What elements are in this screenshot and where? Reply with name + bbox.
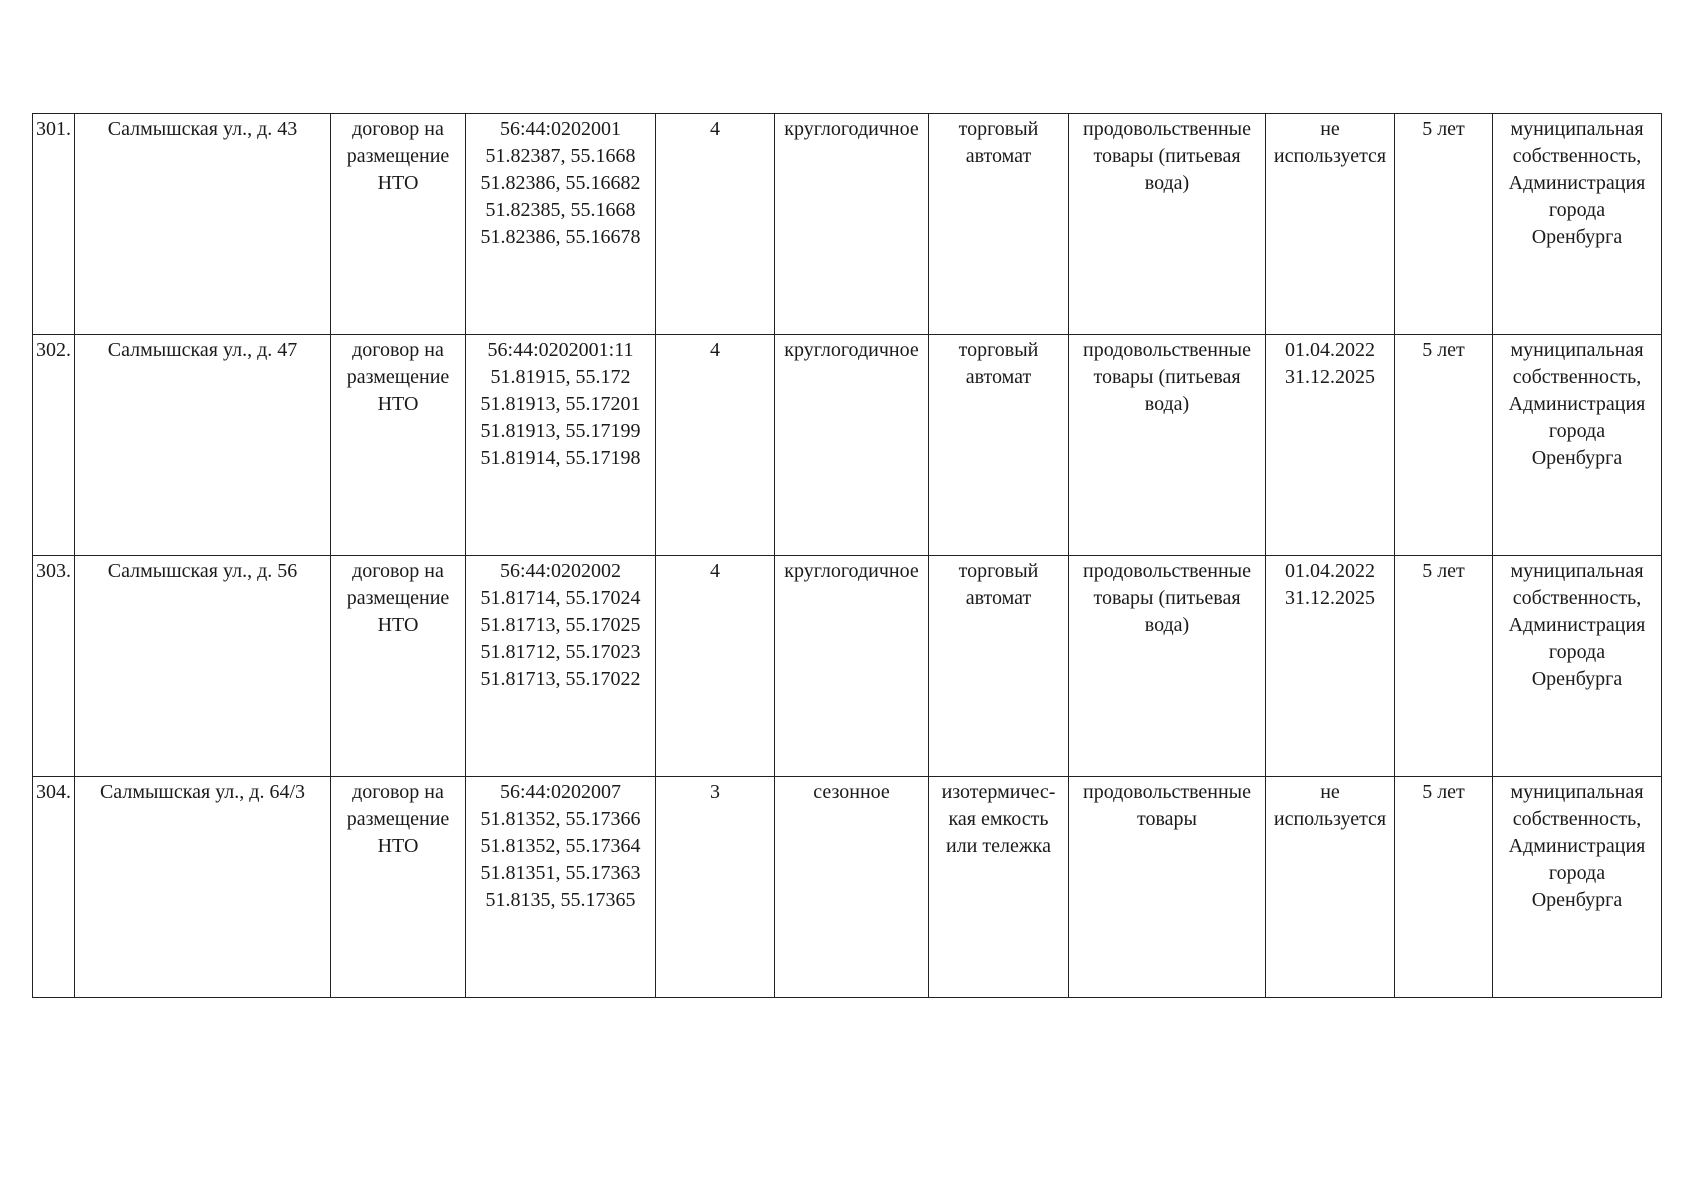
owner-line: собственность, [1512, 145, 1642, 167]
address-cell: Салмышская ул., д. 43 [75, 114, 331, 335]
coordinate-pair: 51.81352, 55.17364 [480, 835, 641, 857]
period-cell: сезонное [775, 777, 929, 998]
cadastral-number: 56:44:0202001:11 [487, 339, 634, 361]
specialization-line: продовольственные [1083, 118, 1251, 140]
coordinate-pair: 51.81352, 55.17366 [480, 808, 641, 830]
owner-line: города [1548, 862, 1606, 884]
term-line: не [1320, 118, 1340, 140]
coordinate-pair: 51.81913, 55.17199 [480, 420, 641, 442]
owner-line: Оренбурга [1531, 668, 1623, 690]
address-cell: Салмышская ул., д. 56 [75, 556, 331, 777]
basis-line: договор на [352, 118, 444, 140]
object-type-line: торговый [958, 560, 1039, 582]
coordinate-pair: 51.81713, 55.17022 [480, 668, 641, 690]
coordinate-pair: 51.81712, 55.17023 [480, 641, 641, 663]
period-cell: круглогодичное [775, 556, 929, 777]
basis-line: НТО [377, 172, 419, 194]
basis-cell [331, 777, 466, 998]
duration-cell: 5 лет [1395, 114, 1493, 335]
specialization-cell [1069, 114, 1266, 335]
owner-line: Оренбурга [1531, 447, 1623, 469]
period-cell: круглогодичное [775, 114, 929, 335]
owner-line: муниципальная [1510, 781, 1644, 803]
basis-cell [331, 114, 466, 335]
owner-line: муниципальная [1510, 118, 1644, 140]
basis-line: договор на [352, 781, 444, 803]
specialization-line: товары (питьевая [1093, 145, 1241, 167]
specialization-cell [1069, 335, 1266, 556]
term-line: 31.12.2025 [1285, 366, 1375, 388]
specialization-line: вода) [1144, 614, 1190, 636]
area-cell: 4 [656, 556, 775, 777]
term-line: 01.04.2022 [1285, 339, 1375, 361]
owner-line: муниципальная [1510, 339, 1644, 361]
term-cell [1266, 114, 1395, 335]
cadastral-number: 56:44:0202002 [499, 560, 622, 582]
coordinate-pair: 51.81714, 55.17024 [480, 587, 641, 609]
location-cell [466, 335, 656, 556]
specialization-line: товары (питьевая [1093, 587, 1241, 609]
specialization-line: продовольственные [1083, 339, 1251, 361]
object-type-line: автомат [965, 366, 1032, 388]
owner-line: муниципальная [1510, 560, 1644, 582]
location-cell [466, 556, 656, 777]
owner-line: собственность, [1512, 366, 1642, 388]
object-type-cell [929, 777, 1069, 998]
basis-line: НТО [377, 614, 419, 636]
owner-cell [1493, 777, 1662, 998]
area-cell: 4 [656, 114, 775, 335]
nto-registry-table [32, 113, 1662, 998]
object-type-line: изотермичес- [941, 781, 1056, 803]
object-type-cell [929, 335, 1069, 556]
specialization-line: продовольственные [1083, 560, 1251, 582]
owner-cell [1493, 335, 1662, 556]
registry-sheet [32, 113, 1662, 998]
duration-cell: 5 лет [1395, 556, 1493, 777]
owner-line: Администрация [1508, 614, 1646, 636]
object-type-line: или тележка [946, 835, 1051, 857]
term-line: 01.04.2022 [1285, 560, 1375, 582]
table-row [33, 777, 1662, 998]
term-line: не [1320, 781, 1340, 803]
coordinate-pair: 51.81914, 55.17198 [480, 447, 641, 469]
owner-line: Оренбурга [1531, 889, 1623, 911]
coordinate-pair: 51.81351, 55.17363 [480, 862, 641, 884]
object-type-line: кая емкость [948, 808, 1049, 830]
specialization-cell [1069, 777, 1266, 998]
row-number: 304. [33, 777, 75, 998]
specialization-line: вода) [1144, 172, 1190, 194]
term-cell [1266, 335, 1395, 556]
term-cell [1266, 777, 1395, 998]
duration-cell: 5 лет [1395, 777, 1493, 998]
term-cell [1266, 556, 1395, 777]
basis-line: размещение [346, 808, 450, 830]
object-type-line: торговый [958, 118, 1039, 140]
area-cell: 3 [656, 777, 775, 998]
object-type-line: торговый [958, 339, 1039, 361]
row-number: 301. [33, 114, 75, 335]
specialization-line: вода) [1144, 393, 1190, 415]
basis-line: договор на [352, 560, 444, 582]
coordinate-pair: 51.81713, 55.17025 [480, 614, 641, 636]
basis-line: размещение [346, 587, 450, 609]
specialization-line: товары (питьевая [1093, 366, 1241, 388]
area-cell: 4 [656, 335, 775, 556]
owner-line: Администрация [1508, 393, 1646, 415]
coordinate-pair: 51.81913, 55.17201 [480, 393, 641, 415]
coordinate-pair: 51.82385, 55.1668 [485, 199, 636, 221]
basis-line: НТО [377, 835, 419, 857]
owner-line: Администрация [1508, 172, 1646, 194]
term-line: 31.12.2025 [1285, 587, 1375, 609]
basis-line: НТО [377, 393, 419, 415]
owner-line: Оренбурга [1531, 226, 1623, 248]
cadastral-number: 56:44:0202007 [499, 781, 622, 803]
table-row [33, 114, 1662, 335]
term-line: используется [1273, 145, 1387, 167]
specialization-cell [1069, 556, 1266, 777]
period-cell: круглогодичное [775, 335, 929, 556]
row-number: 303. [33, 556, 75, 777]
basis-cell [331, 335, 466, 556]
cadastral-number: 56:44:0202001 [499, 118, 622, 140]
object-type-cell [929, 556, 1069, 777]
owner-line: собственность, [1512, 808, 1642, 830]
coordinate-pair: 51.8135, 55.17365 [485, 889, 636, 911]
owner-cell [1493, 114, 1662, 335]
location-cell [466, 114, 656, 335]
coordinate-pair: 51.81915, 55.172 [490, 366, 631, 388]
address-cell: Салмышская ул., д. 47 [75, 335, 331, 556]
owner-line: города [1548, 641, 1606, 663]
basis-line: договор на [352, 339, 444, 361]
coordinate-pair: 51.82386, 55.16678 [480, 226, 641, 248]
basis-line: размещение [346, 366, 450, 388]
object-type-line: автомат [965, 145, 1032, 167]
owner-line: Администрация [1508, 835, 1646, 857]
address-cell: Салмышская ул., д. 64/3 [75, 777, 331, 998]
basis-cell [331, 556, 466, 777]
specialization-line: продовольственные [1083, 781, 1251, 803]
term-line: используется [1273, 808, 1387, 830]
coordinate-pair: 51.82387, 55.1668 [485, 145, 636, 167]
owner-line: собственность, [1512, 587, 1642, 609]
table-row [33, 556, 1662, 777]
object-type-cell [929, 114, 1069, 335]
duration-cell: 5 лет [1395, 335, 1493, 556]
coordinate-pair: 51.82386, 55.16682 [480, 172, 641, 194]
object-type-line: автомат [965, 587, 1032, 609]
specialization-line: товары [1137, 808, 1197, 830]
table-row [33, 335, 1662, 556]
basis-line: размещение [346, 145, 450, 167]
row-number: 302. [33, 335, 75, 556]
owner-cell [1493, 556, 1662, 777]
location-cell [466, 777, 656, 998]
owner-line: города [1548, 199, 1606, 221]
owner-line: города [1548, 420, 1606, 442]
